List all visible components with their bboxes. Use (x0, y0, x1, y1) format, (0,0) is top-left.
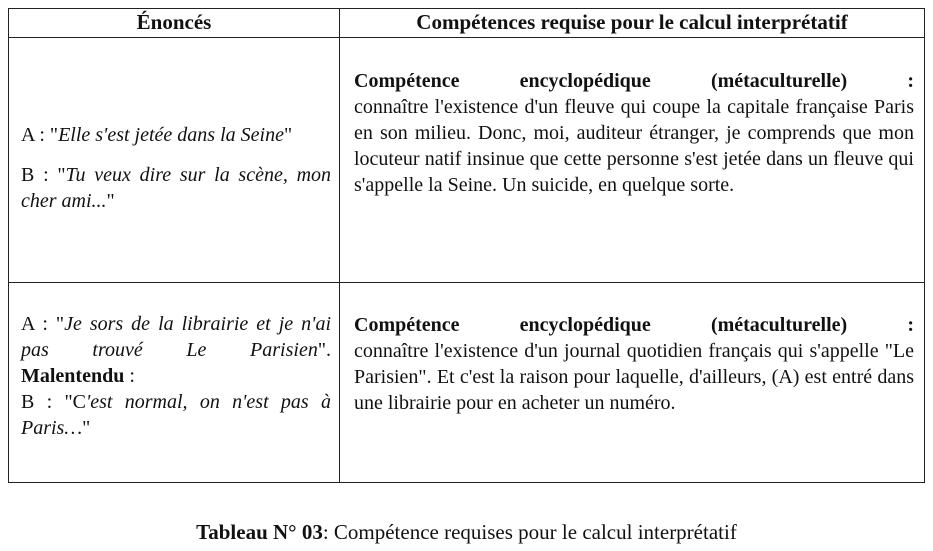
competences-table (8, 8, 925, 483)
header-enonces: Énoncés (9, 9, 340, 38)
table-caption (0, 519, 933, 545)
competence-cell (340, 283, 925, 483)
competence-text: connaître l'existence d'un fleuve qui coupe la capitale française Paris en son milieu. Donc, moi, auditeur étranger, je comprends que mon locuteur natif insinue que cette personne s'est jetée dans un fleuve qui s'appelle la Seine. Un suicide, en quelque sorte. (354, 96, 914, 196)
table-row (9, 38, 925, 283)
misunderstanding-label: Malentendu : (21, 365, 135, 387)
utterance-a: A : "Je sors de la librairie et je n'ai pas trouvé Le Parisien". (21, 313, 331, 361)
competence-cell (340, 38, 925, 283)
table-row (9, 283, 925, 483)
competence-heading: Compétence encyclopédique (métaculturelle) : (354, 314, 914, 336)
competence-text: connaître l'existence d'un journal quotidien français qui s'appelle "Le Parisien". Et c'est la raison pour laquelle, d'ailleurs, (A) est entré dans une librairie pour en acheter un numéro. (354, 340, 914, 414)
utterance-b: B : "Tu veux dire sur la scène, mon cher ami..." (21, 164, 332, 212)
enonce-cell (9, 38, 340, 283)
caption-label: Tableau N° 03 (196, 520, 323, 544)
table-header-row (9, 9, 925, 38)
utterance-a: A : "Elle s'est jetée dans la Seine" (21, 124, 293, 146)
enonce-cell (9, 283, 340, 483)
header-competences: Compétences requise pour le calcul interprétatif (340, 9, 925, 38)
utterance-b: B : "C'est normal, on n'est pas à Paris…" (21, 391, 331, 439)
competence-heading: Compétence encyclopédique (métaculturelle) : (354, 70, 914, 92)
caption-text: : Compétence requises pour le calcul interprétatif (322, 520, 737, 544)
